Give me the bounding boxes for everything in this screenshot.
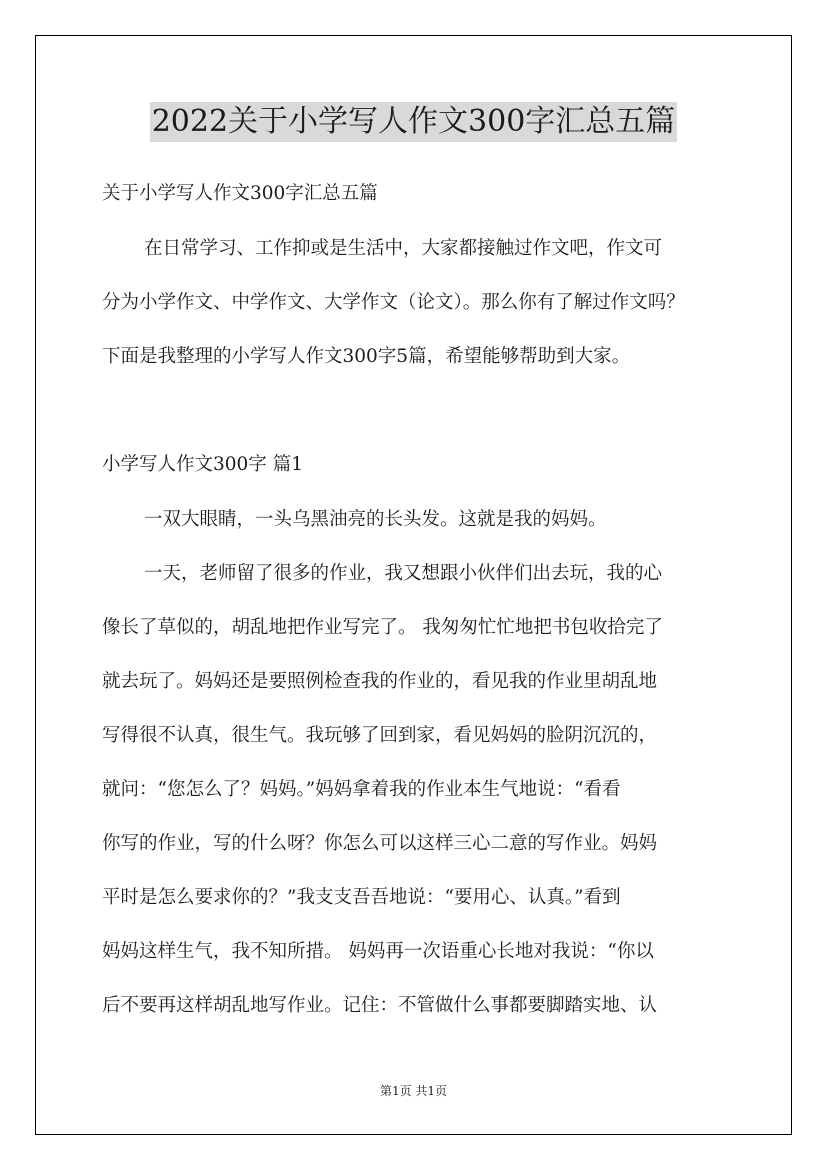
- paragraph-line: 写得很不认真，很生气。我玩够了回到家，看见妈妈的脸阴沉沉的，: [102, 725, 658, 746]
- paragraph-line: 像长了草似的，胡乱地把作业写完了。 我匆匆忙忙地把书包收拾完了: [102, 617, 663, 638]
- paragraph-line: 一天，老师留了很多的作业，我又想跟小伙伴们出去玩，我的心: [144, 563, 663, 584]
- paragraph-line: 平时是怎么要求你的？”我支支吾吾地说：“要用心、认真。”看到: [102, 887, 621, 908]
- title-container: [0, 102, 827, 142]
- intro-line: 在日常学习、工作抑或是生活中，大家都接触过作文吧，作文可: [144, 238, 663, 259]
- paragraph-line: 妈妈这样生气，我不知所措。 妈妈再一次语重心长地对我说：“你以: [102, 941, 654, 962]
- page-footer: 第1页 共1页: [379, 1084, 448, 1098]
- document-title: 2022关于小学写人作文300字汇总五篇: [150, 102, 678, 142]
- intro-line: 分为小学作文、中学作文、大学作文（论文）。那么你有了解过作文吗？: [102, 292, 685, 313]
- paragraph-line: 你写的作业，写的什么呀？你怎么可以这样三心二意的写作业。妈妈: [102, 833, 658, 854]
- paragraph-line: 一双大眼睛，一头乌黑油亮的长头发。这就是我的妈妈。: [144, 509, 607, 530]
- paragraph-line: 就问：“您怎么了？妈妈。”妈妈拿着我的作业本生气地说：“看看: [102, 779, 621, 800]
- paragraph-line: 后不要再这样胡乱地写作业。记住：不管做什么事都要脚踏实地、认: [102, 995, 658, 1016]
- intro-line: 下面是我整理的小学写人作文300字5篇，希望能够帮助到大家。: [102, 346, 631, 367]
- paragraph-line: 就去玩了。妈妈还是要照例检查我的作业的，看见我的作业里胡乱地: [102, 671, 658, 692]
- section-heading: 小学写人作文300字 篇1: [102, 454, 303, 475]
- subtitle: 关于小学写人作文300字汇总五篇: [102, 183, 378, 204]
